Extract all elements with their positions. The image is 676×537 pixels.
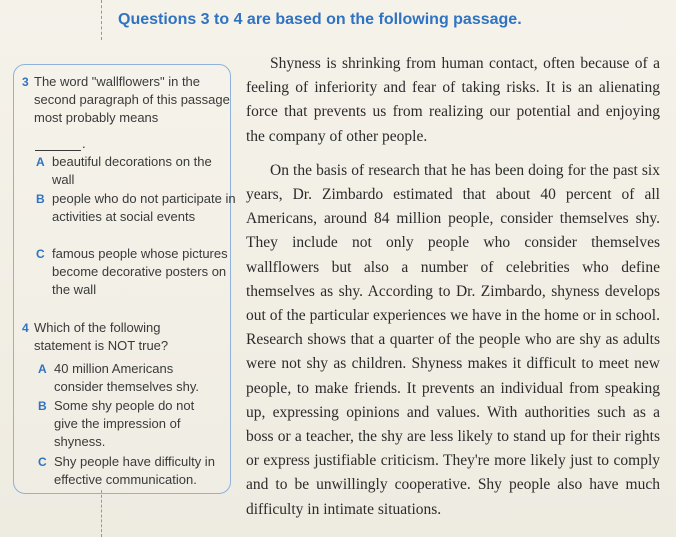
option-letter: A (38, 362, 47, 376)
margin-rule-bottom (101, 490, 102, 537)
answer-blank (35, 150, 81, 151)
question-4 (22, 319, 232, 359)
question-stem: Which of the following statement is NOT true? (34, 320, 169, 353)
question-number: 4 (22, 321, 29, 335)
blank-period: . (82, 136, 86, 151)
option-letter: C (36, 247, 45, 261)
section-heading: Questions 3 to 4 are based on the following passage. (118, 11, 522, 28)
option-letter: B (36, 192, 45, 206)
question-number: 3 (22, 75, 29, 89)
margin-rule-top (101, 0, 102, 40)
option-text: people who do not participate in activities at social events (52, 191, 236, 224)
option-text: beautiful decorations on the wall (52, 154, 212, 187)
question-3 (22, 73, 232, 133)
option-letter: A (36, 155, 45, 169)
option-letter: C (38, 455, 47, 469)
passage-paragraph-2: On the basis of research that he has been doing for the past six years, Dr. Zimbardo estimated that about 40 percent of all Americans, around 84 million people, consider themselves shy. They include not only people who consider themselves wallflowers but also a number of celebrities who define themselves as shy. According to Dr. Zimbardo, shyness develops out of the particular experiences we have in the home or in school. Research shows that a quarter of the people who are shy as adults were not shy as children. Shyness makes it difficult to meet new people, to make friends. It prevents an individual from speaking up, expressing opinions and values. With authorities such as a boss or a teacher, the shy are less likely to stand up for their rights or express justifiable criticism. They're more likely just to comply and to be unwillingly cooperative. Shy people also have much difficulty in intimate situations. (246, 161, 660, 518)
option-letter: B (38, 399, 47, 413)
reading-passage (246, 52, 660, 532)
option-text: Some shy people do not give the impression of shyness. (54, 398, 195, 449)
option-text: 40 million Americans consider themselves shy. (54, 361, 199, 394)
passage-paragraph-1: Shyness is shrinking from human contact, often because of a feeling of inferiority and fear of taking risks. It is an alienating force that prevents us from realizing our potential and enjoying the company of other people. (246, 55, 660, 145)
option-text: Shy people have difficulty in effective communication. (54, 454, 215, 487)
option-text: famous people whose pictures become decorative posters on the wall (52, 246, 228, 297)
question-stem: The word "wallflowers" in the second paragraph of this passage most probably means (34, 74, 230, 125)
